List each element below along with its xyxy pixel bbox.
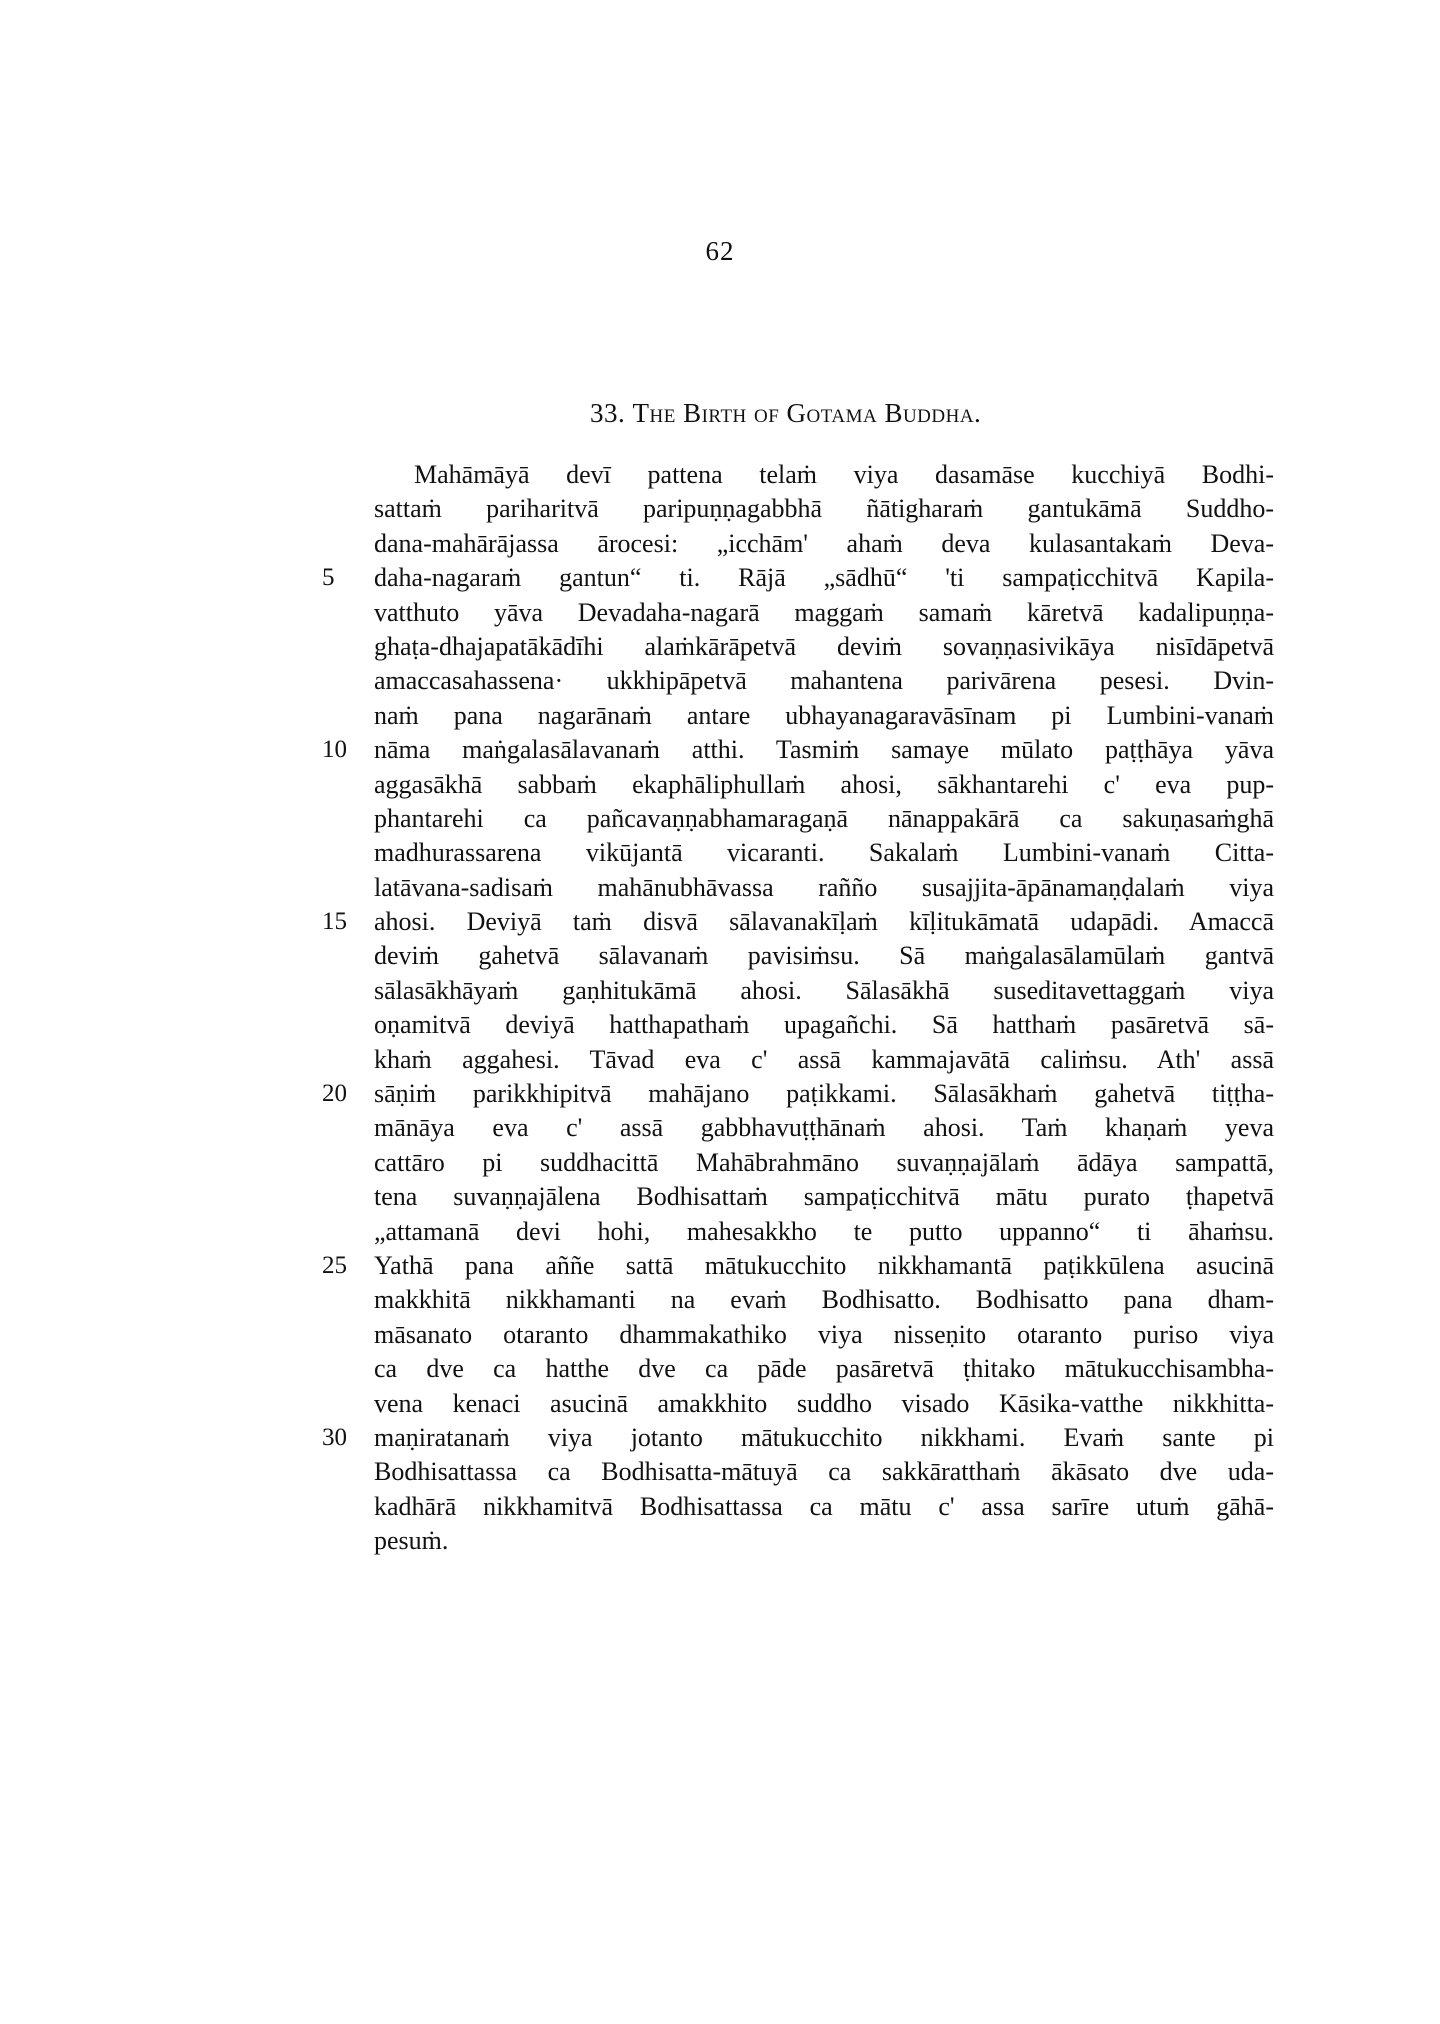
text-line — [374, 1524, 1274, 1558]
text-line — [374, 458, 1274, 492]
line-text: Yathā pana aññe sattā mātukucchito nikkhamantā paṭikkūlena asucinā — [374, 1250, 1274, 1280]
line-text: cattāro pi suddhacittā Mahābrahmāno suvaṇṇajālaṁ ādāya sampattā, — [374, 1147, 1274, 1177]
line-text: tena suvaṇṇajālena Bodhisattaṁ sampaṭicchitvā mātu purato ṭhapetvā — [374, 1182, 1274, 1212]
line-text: ghaṭa-dhajapatākādīhi alaṁkārāpetvā deviṁ sovaṇṇasivikāya nisīdāpetvā — [374, 631, 1274, 661]
line-text: sāṇiṁ parikkhipitvā mahājano paṭikkami. Sālasākhaṁ gahetvā tiṭṭha- — [374, 1079, 1274, 1109]
text-line — [374, 699, 1274, 733]
line-number: 20 — [322, 1080, 347, 1108]
line-text: sālasākhāyaṁ gaṇhitukāmā ahosi. Sālasākhā suseditavettaggaṁ viya — [374, 975, 1274, 1005]
text-line — [322, 905, 1274, 939]
line-text: ahosi. Deviyā taṁ disvā sālavanakīḷaṁ kīḷitukāmatā udapādi. Amaccā — [374, 907, 1274, 937]
line-text: dana-mahārājassa ārocesi: „icchām' ahaṁ deva kulasantakaṁ Deva- — [374, 528, 1274, 558]
text-line — [374, 527, 1274, 561]
text-line — [374, 1490, 1274, 1524]
text-line — [322, 561, 1274, 595]
line-text: sattaṁ pariharitvā paripuṇṇagabbhā ñātigharaṁ gantukāmā Suddho- — [374, 494, 1274, 524]
line-text: Mahāmāyā devī pattena telaṁ viya dasamāse kucchiyā Bodhi- — [414, 460, 1274, 489]
text-line — [374, 768, 1274, 802]
line-number: 5 — [322, 564, 335, 592]
text-line — [374, 1008, 1274, 1042]
line-text: Bodhisattassa ca Bodhisatta-mātuyā ca sakkāratthaṁ ākāsato dve uda- — [374, 1457, 1274, 1487]
text-line — [374, 630, 1274, 664]
text-line — [374, 1283, 1274, 1317]
text-line — [374, 939, 1274, 973]
line-text: māsanato otaranto dhammakathiko viya nisseṇito otaranto puriso viya — [374, 1319, 1274, 1349]
text-line — [374, 492, 1274, 526]
line-text: deviṁ gahetvā sālavanaṁ pavisiṁsu. Sā maṅgalasālamūlaṁ gantvā — [374, 941, 1274, 971]
body-text — [322, 458, 1274, 1559]
text-line — [322, 1421, 1274, 1455]
text-line — [374, 1455, 1274, 1489]
line-text: madhurassarena vikūjantā vicaranti. Sakalaṁ Lumbini-vanaṁ Citta- — [374, 838, 1274, 868]
text-line — [374, 802, 1274, 836]
text-line — [374, 1111, 1274, 1145]
text-line — [374, 1318, 1274, 1352]
line-number: 30 — [322, 1423, 347, 1451]
section-title: The Birth of Gotama Buddha. — [632, 398, 982, 428]
text-line — [374, 1180, 1274, 1214]
line-text: maṇiratanaṁ viya jotanto mātukucchito nikkhami. Evaṁ sante pi — [374, 1422, 1274, 1452]
text-line — [322, 733, 1274, 767]
text-line — [374, 664, 1274, 698]
page-number: 62 — [705, 236, 735, 266]
line-text: khaṁ aggahesi. Tāvad eva c' assā kammajavātā caliṁsu. Ath' assā — [374, 1044, 1274, 1074]
line-number: 10 — [322, 736, 347, 764]
line-text: phantarehi ca pañcavaṇṇabhamaragaṇā nānappakārā ca sakuṇasaṁghā — [374, 803, 1274, 833]
line-text: mānāya eva c' assā gabbhavuṭṭhānaṁ ahosi. Taṁ khaṇaṁ yeva — [374, 1113, 1274, 1143]
text-line — [374, 1387, 1274, 1421]
line-text: kadhārā nikkhamitvā Bodhisattassa ca mātu c' assa sarīre utuṁ gāhā- — [374, 1491, 1274, 1521]
line-text: nāma maṅgalasālavanaṁ atthi. Tasmiṁ samaye mūlato paṭṭhāya yāva — [374, 735, 1274, 765]
line-text: naṁ pana nagarānaṁ antare ubhayanagaravāsīnam pi Lumbini-vanaṁ — [374, 700, 1274, 730]
line-text: daha-nagaraṁ gantun“ ti. Rājā „sādhū“ 'ti sampaṭicchitvā Kapila- — [374, 563, 1274, 593]
text-line — [374, 871, 1274, 905]
text-line — [374, 1215, 1274, 1249]
text-line — [374, 1146, 1274, 1180]
line-text: oṇamitvā deviyā hatthapathaṁ upagañchi. Sā hatthaṁ pasāretvā sā- — [374, 1010, 1274, 1040]
section-heading — [590, 398, 981, 429]
line-text: amaccasahassena· ukkhipāpetvā mahantena parivārena pesesi. Dvin- — [374, 666, 1274, 696]
line-text: makkhitā nikkhamanti na evaṁ Bodhisatto. Bodhisatto pana dham- — [374, 1285, 1274, 1315]
line-text: ca dve ca hatthe dve ca pāde pasāretvā ṭhitako mātukucchisambha- — [374, 1354, 1274, 1384]
text-line — [322, 1249, 1274, 1283]
line-text: „attamanā devi hohi, mahesakkho te putto uppanno“ ti āhaṁsu. — [374, 1216, 1274, 1246]
line-text: vena kenaci asucinā amakkhito suddho visado Kāsika-vatthe nikkhitta- — [374, 1388, 1274, 1418]
line-text: aggasākhā sabbaṁ ekaphāliphullaṁ ahosi, sākhantarehi c' eva pup- — [374, 769, 1274, 799]
line-number: 15 — [322, 908, 347, 936]
text-line — [374, 596, 1274, 630]
text-line — [374, 1043, 1274, 1077]
text-line — [374, 1352, 1274, 1386]
line-number: 25 — [322, 1251, 347, 1279]
text-line — [322, 1077, 1274, 1111]
text-line — [374, 974, 1274, 1008]
line-text: pesuṁ. — [374, 1526, 449, 1556]
text-line — [374, 836, 1274, 870]
line-text: latāvana-sadisaṁ mahānubhāvassa rañño susajjita-āpānamaṇḍalaṁ viya — [374, 872, 1274, 902]
line-text: vatthuto yāva Devadaha-nagarā maggaṁ samaṁ kāretvā kadalipuṇṇa- — [374, 597, 1274, 627]
section-number: 33. — [590, 398, 626, 428]
